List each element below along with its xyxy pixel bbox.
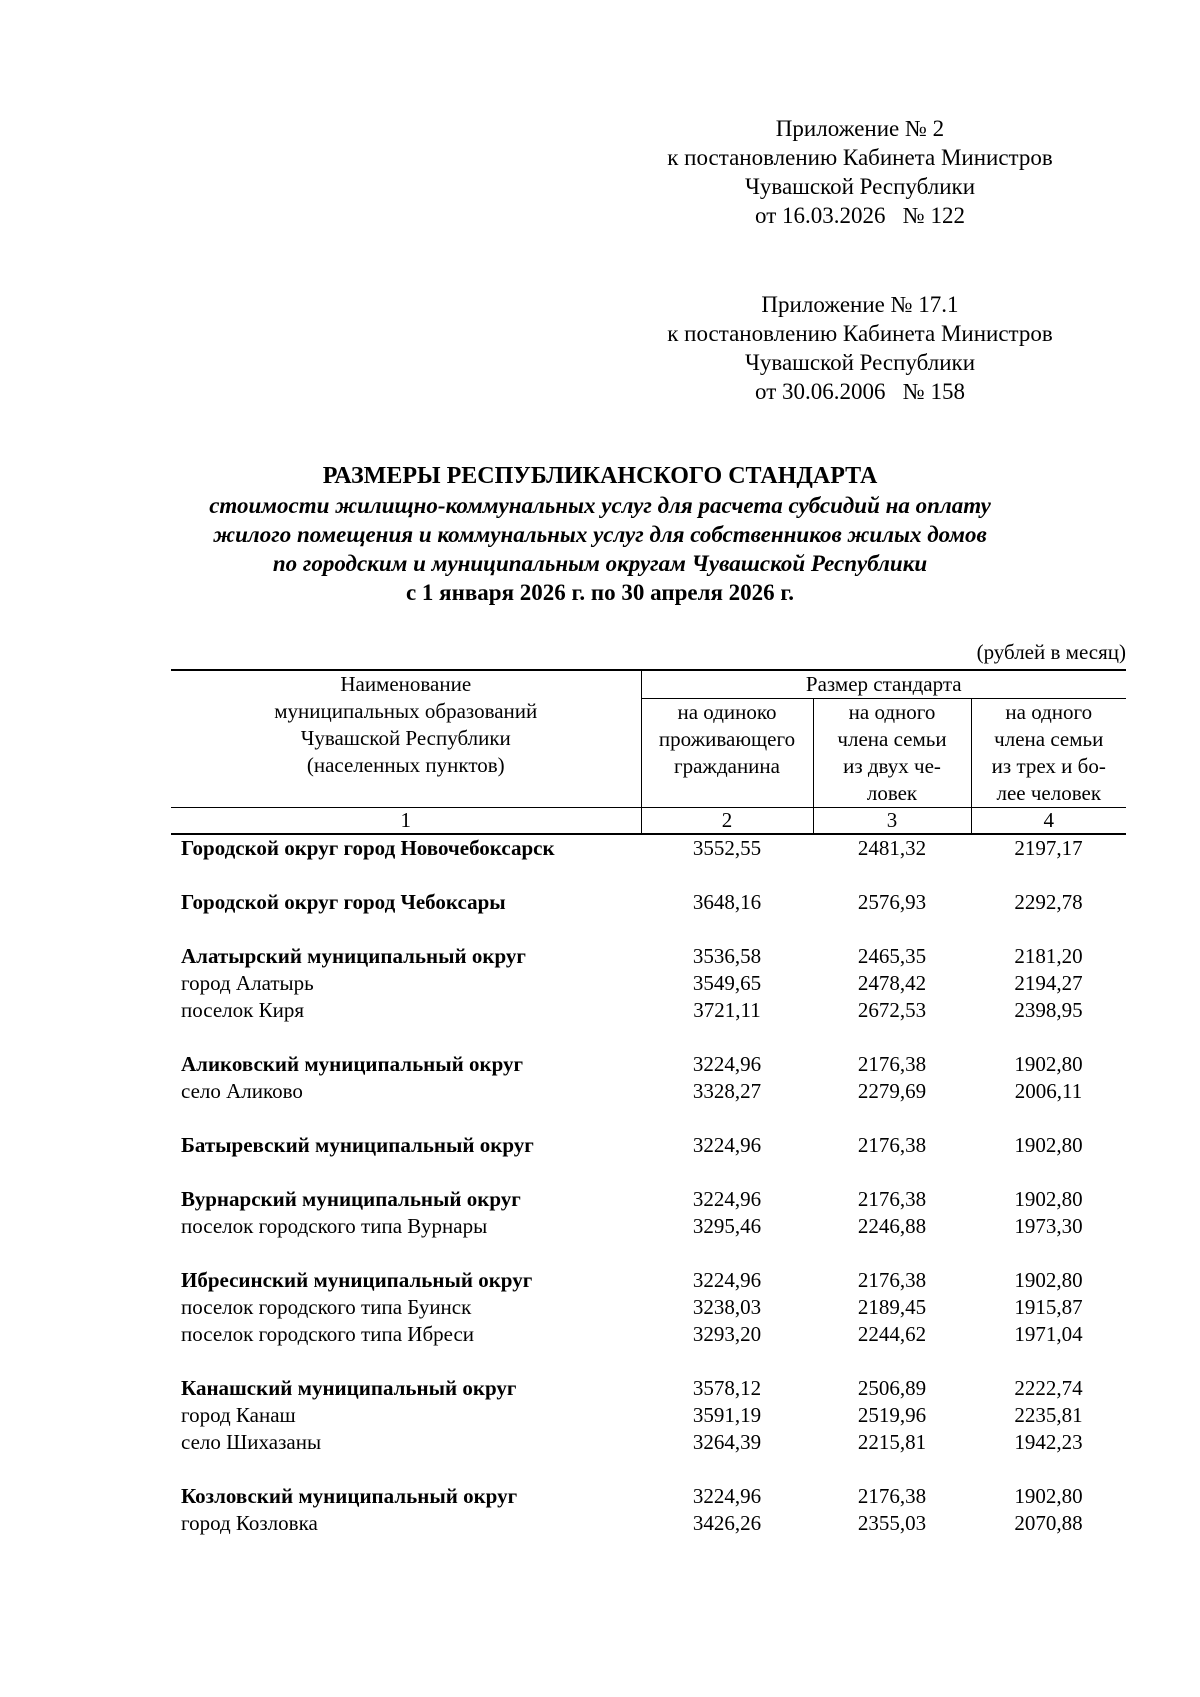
- spacer-cell: [171, 1024, 1126, 1051]
- annex-current-line2: к постановлению Кабинета Министров: [667, 145, 1053, 170]
- cell-name: город Канаш: [181, 1403, 296, 1427]
- cell-three-plus-family: 2181,20: [1014, 944, 1083, 968]
- table-row-settlement: [171, 1321, 1126, 1348]
- annex-original-line4: от 30.06.2006 № 158: [755, 379, 965, 404]
- cell-three-plus-family: 1902,80: [1014, 1052, 1083, 1076]
- table-spacer-row: [171, 916, 1126, 943]
- cell-single-citizen: 3328,27: [692, 1079, 762, 1103]
- cell-three-plus-family: 2194,27: [1014, 971, 1083, 995]
- cell-two-person-family: 2465,35: [857, 944, 927, 968]
- cell-two-person-family: 2176,38: [857, 1268, 927, 1292]
- cell-name: Козловский муниципальный округ: [181, 1484, 518, 1508]
- cell-name: Аликовский муниципальный округ: [181, 1052, 524, 1076]
- cell-two-person-family: 2279,69: [857, 1079, 927, 1103]
- title-sub-line2: жилого помещения и коммунальных услуг для собственников жилых домов: [213, 522, 987, 547]
- cell-name: город Козловка: [181, 1511, 318, 1535]
- table-row-settlement: [171, 1402, 1126, 1429]
- header-col4-line3: из трех и бо-: [991, 754, 1106, 778]
- cell-name: Канашский муниципальный округ: [181, 1376, 517, 1400]
- table-spacer-row: [171, 1348, 1126, 1375]
- table-row-settlement: [171, 1510, 1126, 1537]
- cell-single-citizen: 3293,20: [692, 1322, 762, 1346]
- cell-three-plus-family: 2006,11: [1014, 1079, 1083, 1103]
- table-spacer-row: [171, 1456, 1126, 1483]
- cell-two-person-family: 2576,93: [857, 890, 927, 914]
- header-name: [171, 670, 641, 808]
- cell-single-citizen: 3536,58: [692, 944, 762, 968]
- table-row-settlement: [171, 1078, 1126, 1105]
- cell-single-citizen: 3578,12: [692, 1376, 762, 1400]
- spacer-cell: [171, 916, 1126, 943]
- header-col2: [641, 699, 813, 808]
- cell-two-person-family: 2672,53: [857, 998, 927, 1022]
- header-name-line4: (населенных пунктов): [306, 753, 505, 777]
- cell-name: Городской округ город Новочебоксарск: [181, 836, 555, 860]
- cell-single-citizen: 3721,11: [693, 998, 761, 1022]
- cell-three-plus-family: 1915,87: [1014, 1295, 1083, 1319]
- cell-three-plus-family: 2070,88: [1014, 1511, 1083, 1535]
- cell-two-person-family: 2478,42: [857, 971, 927, 995]
- table-row-district: [171, 1375, 1126, 1402]
- cell-three-plus-family: 1902,80: [1014, 1268, 1083, 1292]
- annex-original-line1: Приложение № 17.1: [761, 292, 959, 317]
- cell-name: город Алатырь: [181, 971, 314, 995]
- table-spacer-row: [171, 1159, 1126, 1186]
- cell-name: Алатырский муниципальный округ: [181, 944, 526, 968]
- header-col4-line4: лее человек: [996, 781, 1102, 805]
- cell-two-person-family: 2176,38: [857, 1133, 927, 1157]
- annex-current-line3: Чувашской Республики: [744, 174, 976, 199]
- table-row-district: [171, 1132, 1126, 1159]
- cell-name: село Аликово: [181, 1079, 303, 1103]
- table-row-district: [171, 943, 1126, 970]
- cell-three-plus-family: 1902,80: [1014, 1484, 1083, 1508]
- cell-name: поселок городского типа Буинск: [181, 1295, 472, 1319]
- cell-three-plus-family: 1942,23: [1014, 1430, 1083, 1454]
- table-row-settlement: [171, 1429, 1126, 1456]
- cell-name: Ибресинский муниципальный округ: [181, 1268, 533, 1292]
- cell-single-citizen: 3264,39: [692, 1430, 762, 1454]
- header-col4-line1: на одного: [1005, 700, 1093, 724]
- header-col2-line1: на одиноко: [677, 700, 777, 724]
- header-col2-line2: проживающего: [658, 727, 796, 751]
- annex-original: [600, 290, 1120, 406]
- cell-three-plus-family: 2235,81: [1014, 1403, 1083, 1427]
- table-spacer-row: [171, 1240, 1126, 1267]
- cell-single-citizen: 3238,03: [692, 1295, 762, 1319]
- title-sub-line3: по городским и муниципальным округам Чувашской Республики: [272, 551, 928, 576]
- spacer-cell: [171, 1348, 1126, 1375]
- table-row-district: [171, 834, 1126, 862]
- cell-single-citizen: 3224,96: [692, 1133, 762, 1157]
- cell-three-plus-family: 1902,80: [1014, 1187, 1083, 1211]
- title-period: с 1 января 2026 г. по 30 апреля 2026 г.: [405, 580, 795, 605]
- standards-table: [171, 669, 1126, 1537]
- spacer-cell: [171, 1105, 1126, 1132]
- units-note: (рублей в месяц): [976, 640, 1126, 664]
- cell-single-citizen: 3426,26: [692, 1511, 762, 1535]
- cell-three-plus-family: 1971,04: [1014, 1322, 1083, 1346]
- table-row-district: [171, 1186, 1126, 1213]
- table-row-district: [171, 1051, 1126, 1078]
- title-main: РАЗМЕРЫ РЕСПУБЛИКАНСКОГО СТАНДАРТА: [322, 463, 878, 489]
- cell-three-plus-family: 2222,74: [1014, 1376, 1083, 1400]
- annex-current-line1: Приложение № 2: [775, 116, 945, 141]
- cell-two-person-family: 2519,96: [857, 1403, 927, 1427]
- cell-two-person-family: 2176,38: [857, 1484, 927, 1508]
- cell-three-plus-family: 1902,80: [1014, 1133, 1083, 1157]
- cell-two-person-family: 2189,45: [857, 1295, 927, 1319]
- header-col4-line2: члена семьи: [994, 727, 1104, 751]
- cell-two-person-family: 2176,38: [857, 1187, 927, 1211]
- spacer-cell: [171, 1159, 1126, 1186]
- cell-name: Батыревский муниципальный округ: [181, 1133, 534, 1157]
- table-row-settlement: [171, 1294, 1126, 1321]
- cell-single-citizen: 3648,16: [692, 890, 762, 914]
- table-row-district: [171, 1267, 1126, 1294]
- cell-single-citizen: 3224,96: [692, 1268, 762, 1292]
- cell-name: поселок городского типа Ибреси: [181, 1322, 475, 1346]
- cell-two-person-family: 2481,32: [857, 836, 927, 860]
- cell-name: Вурнарский муниципальный округ: [181, 1187, 521, 1211]
- header-num-2: 2: [641, 808, 813, 835]
- header-name-line1: Наименование: [340, 672, 472, 696]
- header-group: Размер стандарта: [641, 670, 1126, 699]
- cell-single-citizen: 3549,65: [692, 971, 762, 995]
- table-row-district: [171, 889, 1126, 916]
- table-spacer-row: [171, 862, 1126, 889]
- cell-two-person-family: 2355,03: [857, 1511, 927, 1535]
- cell-name: Городской округ город Чебоксары: [181, 890, 506, 914]
- cell-name: поселок городского типа Вурнары: [181, 1214, 488, 1238]
- cell-single-citizen: 3224,96: [692, 1484, 762, 1508]
- cell-three-plus-family: 1973,30: [1014, 1214, 1083, 1238]
- cell-three-plus-family: 2292,78: [1014, 890, 1083, 914]
- cell-two-person-family: 2246,88: [857, 1214, 927, 1238]
- cell-single-citizen: 3552,55: [692, 836, 762, 860]
- spacer-cell: [171, 862, 1126, 889]
- table-row-settlement: [171, 1213, 1126, 1240]
- title-sub-line1: стоимости жилищно-коммунальных услуг для расчета субсидий на оплату: [209, 493, 991, 518]
- spacer-cell: [171, 1240, 1126, 1267]
- header-col2-line3: гражданина: [674, 754, 780, 778]
- header-num-4: 4: [971, 808, 1126, 835]
- cell-two-person-family: 2506,89: [857, 1376, 927, 1400]
- cell-single-citizen: 3224,96: [692, 1187, 762, 1211]
- header-col3-line2: члена семьи: [837, 727, 947, 751]
- cell-single-citizen: 3591,19: [692, 1403, 762, 1427]
- cell-two-person-family: 2215,81: [857, 1430, 927, 1454]
- spacer-cell: [171, 1456, 1126, 1483]
- header-col3-line3: из двух че-: [843, 754, 941, 778]
- cell-name: село Шихазаны: [181, 1430, 322, 1454]
- cell-two-person-family: 2244,62: [857, 1322, 927, 1346]
- cell-three-plus-family: 2398,95: [1014, 998, 1083, 1022]
- cell-single-citizen: 3295,46: [692, 1214, 762, 1238]
- header-num-1: 1: [171, 808, 641, 835]
- header-col4: [971, 699, 1126, 808]
- header-num-3: 3: [813, 808, 971, 835]
- cell-three-plus-family: 2197,17: [1014, 836, 1083, 860]
- annex-current-line4: от 16.03.2026 № 122: [755, 203, 965, 228]
- cell-single-citizen: 3224,96: [692, 1052, 762, 1076]
- document-title: [60, 462, 1140, 607]
- annex-original-line3: Чувашской Республики: [744, 350, 976, 375]
- table-body: [171, 834, 1126, 1537]
- table-spacer-row: [171, 1024, 1126, 1051]
- cell-name: поселок Киря: [181, 998, 304, 1022]
- cell-two-person-family: 2176,38: [857, 1052, 927, 1076]
- header-col3: [813, 699, 971, 808]
- table-row-district: [171, 1483, 1126, 1510]
- header-name-line3: Чувашской Республики: [300, 726, 511, 750]
- annex-original-line2: к постановлению Кабинета Министров: [667, 321, 1053, 346]
- header-col3-line1: на одного: [848, 700, 936, 724]
- header-name-line2: муниципальных образований: [274, 699, 538, 723]
- annex-current: [600, 114, 1120, 230]
- table-row-settlement: [171, 997, 1126, 1024]
- header-col3-line4: ловек: [866, 781, 918, 805]
- table-row-settlement: [171, 970, 1126, 997]
- table-spacer-row: [171, 1105, 1126, 1132]
